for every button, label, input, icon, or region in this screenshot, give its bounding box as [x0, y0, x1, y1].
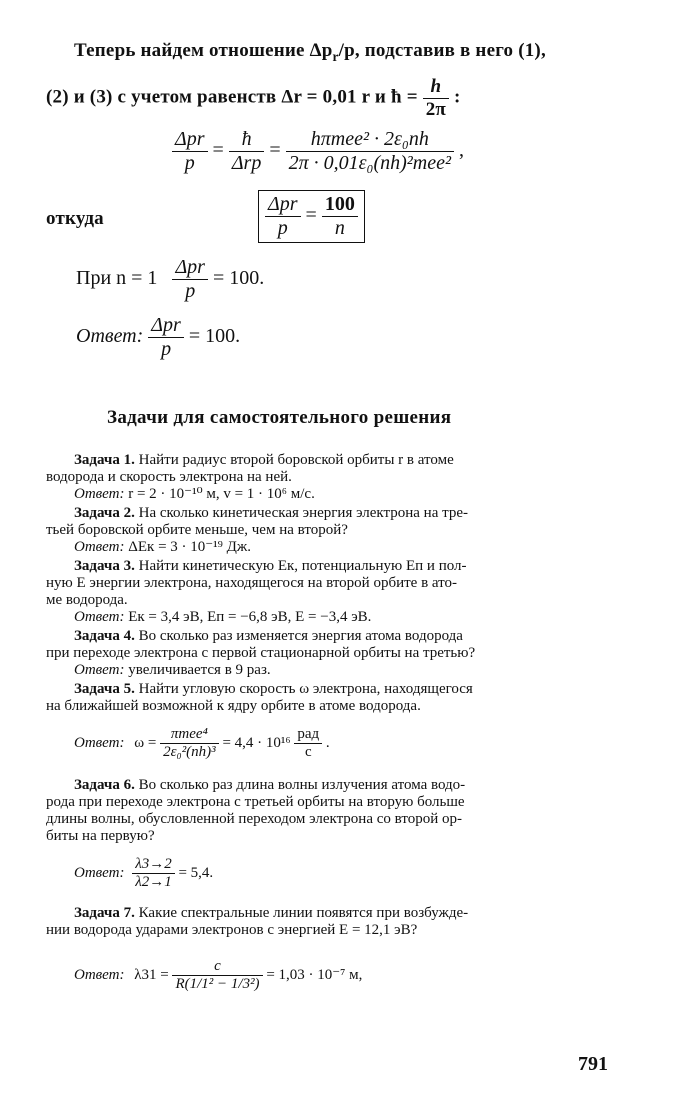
task-2-line-2: тьей боровской орбите меньше, чем на второй?: [46, 522, 348, 538]
task-2-line-1: [74, 505, 468, 522]
task-6-line-4: биты на первую?: [46, 828, 155, 844]
pri-den: p: [185, 280, 196, 302]
task-6-answer: [74, 856, 213, 892]
task-6-tail: = 5,4.: [178, 865, 214, 882]
eq-mid-num: ħ: [229, 128, 265, 152]
eq-rhs-num: hπmee² · 2ε₀nh: [286, 128, 454, 152]
task-1-title: Задача 1.: [74, 452, 135, 468]
task-5-answer: [74, 726, 330, 762]
task-6-line-3: длины волны, обусловленной переходом электрона со второй ор-: [46, 811, 462, 827]
task-4-line-1: [74, 628, 463, 645]
task-6-num: λ3→2: [132, 856, 175, 874]
pri-label: При n = 1: [76, 267, 158, 290]
task-7-den: R(1/1² − 1/3²): [175, 976, 260, 993]
eq-rhs-fraction: [286, 128, 454, 175]
eq-lhs-num: Δpr: [172, 128, 208, 152]
task-1-line-1: [74, 452, 454, 469]
task-4-answer-label: Ответ:: [74, 662, 125, 678]
intro-line-1-tail: /p, подставив в него (1),: [338, 40, 546, 61]
boxed-result: [258, 190, 365, 243]
task-7-title: Задача 7.: [74, 905, 135, 921]
eq-tail: ,: [459, 139, 464, 162]
task-6-den: λ2→1: [135, 874, 172, 891]
task-7-tail: = 1,03 · 10⁻⁷ м,: [266, 967, 363, 984]
task-2-answer-value: ΔEк = 3 · 10⁻¹⁹ Дж.: [128, 539, 252, 555]
eq-mid-den: Δrp: [231, 152, 262, 174]
intro-line-1-text: Теперь найдем отношение Δp: [74, 40, 333, 61]
task-4-text-1: Во сколько раз изменяется энергия атома водорода: [138, 628, 463, 644]
task-6-line-2: рода при переходе электрона с третьей орбиты на вторую больше: [46, 794, 465, 810]
task-2-answer: [74, 539, 251, 556]
eq-lhs-den: p: [184, 152, 195, 174]
boxed-lhs-fraction: [265, 193, 301, 240]
otvet-label: Ответ:: [76, 325, 144, 348]
hbar-fraction-den: 2π: [425, 98, 447, 120]
task-5-line-2: на ближайшей возможной к ядру орбите в атоме водорода.: [46, 698, 421, 714]
task-7-num: c: [172, 958, 262, 976]
hbar-fraction-num: h: [423, 76, 449, 99]
task-5-unit-den: с: [304, 744, 312, 761]
task-5-text-1: Найти угловую скорость ω электрона, находящегося: [138, 681, 473, 697]
task-6-fraction: [132, 856, 175, 892]
otvet-line: [76, 314, 240, 361]
otvet-tail: = 100.: [188, 325, 241, 348]
pri-num: Δpr: [172, 256, 208, 280]
task-3-title: Задача 3.: [74, 558, 135, 574]
task-5-line-1: [74, 681, 473, 698]
boxed-rhs-den: n: [334, 217, 345, 239]
boxed-rhs-fraction: [322, 193, 358, 240]
boxed-lhs-num: Δpr: [265, 193, 301, 217]
task-7-answer-label: Ответ:: [74, 967, 125, 984]
eq-mid-fraction: [229, 128, 265, 175]
otvet-den: p: [161, 338, 172, 360]
pri-fraction: [172, 256, 208, 303]
task-4-answer: [74, 662, 271, 679]
task-5-lhs: ω =: [134, 735, 157, 752]
task-1-line-2: водорода и скорость электрона на ней.: [46, 469, 292, 485]
task-6-text-1: Во сколько раз длина волны излучения атома водо-: [138, 777, 466, 793]
boxed-rhs-num: 100: [322, 193, 358, 217]
task-6-title: Задача 6.: [74, 777, 135, 793]
otvet-fraction: [148, 314, 184, 361]
task-5-unit-fraction: [294, 726, 322, 762]
task-3-answer-label: Ответ:: [74, 609, 125, 625]
hbar-fraction: [423, 76, 449, 121]
section-heading: Задачи для самостоятельного решения: [107, 407, 452, 428]
task-4-line-2: при переходе электрона с первой стационарной орбиты на третью?: [46, 645, 476, 661]
task-6-answer-label: Ответ:: [74, 865, 125, 882]
page-number: 791: [578, 1053, 608, 1075]
task-5-value: = 4,4 · 10¹⁶: [222, 735, 291, 752]
task-3-answer: [74, 609, 371, 626]
task-1-answer: [74, 486, 315, 503]
intro-line-2: [46, 76, 461, 121]
task-5-fraction: [160, 726, 219, 762]
task-5-tail: .: [325, 735, 330, 752]
pri-line: [76, 256, 264, 303]
intro-line-1-sub: r: [332, 48, 339, 64]
task-5-den: 2ε₀²(nh)³: [163, 744, 216, 761]
task-7-answer: [74, 958, 362, 994]
task-5-unit-num: рад: [294, 726, 322, 744]
task-4-answer-value: увеличивается в 9 раз.: [128, 662, 271, 678]
intro-line-2-tail: :: [453, 86, 461, 108]
task-7-lhs: λ31 =: [134, 967, 169, 984]
task-3-line-1: [74, 558, 467, 575]
task-2-answer-label: Ответ:: [74, 539, 125, 555]
task-7-line-1: [74, 905, 468, 922]
task-5-num: πmee⁴: [160, 726, 219, 744]
intro-line-1: [74, 40, 546, 62]
intro-line-2-text: (2) и (3) с учетом равенств Δr = 0,01 r и ħ =: [46, 86, 418, 108]
pri-tail: = 100.: [212, 267, 265, 290]
task-1-answer-value: r = 2 · 10⁻¹⁰ м, v = 1 · 10⁶ м/с.: [128, 486, 315, 502]
task-7-text-1: Какие спектральные линии появятся при возбужде-: [138, 905, 469, 921]
main-equation: $\frac{\text{Δpr}}{p}$ = $\frac{ħ}{\text{Δrp}}$ = $\frac{\text{hπmee² · 2ε₀nh}}{\text{2π · 0,01ε₀(nh)²mee²}}$ ,: [172, 128, 464, 175]
task-6-line-1: [74, 777, 465, 794]
task-2-text-1: На сколько кинетическая энергия электрона на тре-: [138, 505, 468, 521]
eq-rhs-den: 2π · 0,01ε₀(nh)²mee²: [288, 152, 451, 174]
task-5-title: Задача 5.: [74, 681, 135, 697]
eq-lhs-fraction: [172, 128, 208, 175]
otkuda-label: откуда: [46, 208, 104, 229]
task-5-answer-label: Ответ:: [74, 735, 125, 752]
task-2-title: Задача 2.: [74, 505, 135, 521]
task-1-answer-label: Ответ:: [74, 486, 125, 502]
task-3-line-3: ме водорода.: [46, 592, 128, 608]
task-3-text-1: Найти кинетическую Eк, потенциальную Eп и пол-: [138, 558, 467, 574]
otvet-num: Δpr: [148, 314, 184, 338]
boxed-lhs-den: p: [277, 217, 288, 239]
task-7-fraction: [172, 958, 262, 994]
task-4-title: Задача 4.: [74, 628, 135, 644]
task-1-text-1: Найти радиус второй боровской орбиты r в атоме: [138, 452, 454, 468]
task-7-line-2: нии водорода ударами электронов с энергией E = 12,1 эВ?: [46, 922, 418, 938]
boxed-result-frame: $\frac{\text{Δpr}}{p}$ = $\frac{100}{n}$: [258, 190, 365, 243]
task-3-answer-value: Eк = 3,4 эВ, Eп = −6,8 эВ, E = −3,4 эВ.: [128, 609, 372, 625]
task-3-line-2: ную E энергии электрона, находящегося на второй орбите в ато-: [46, 575, 458, 591]
